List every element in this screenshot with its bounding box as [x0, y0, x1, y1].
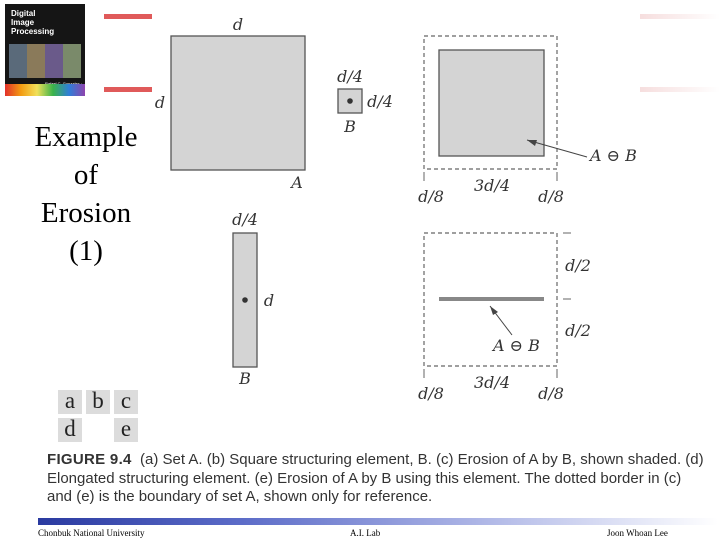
structuring-element-origin: [347, 98, 353, 104]
footer-author: Joon Whoan Lee: [607, 528, 668, 538]
c-bottom-mid-label: 3d/4: [474, 176, 510, 195]
panel-letter-grid: [58, 388, 140, 442]
panel-letter: a: [58, 390, 82, 414]
e-bottom-right-label: d/8: [538, 384, 564, 403]
set-a-top-label: d: [232, 15, 244, 34]
book-title: Digital Image Processing: [11, 9, 55, 36]
panel-letter: e: [114, 418, 138, 442]
d-top-label: d/4: [232, 210, 258, 229]
panel-letter: d: [58, 418, 82, 442]
e-bottom-left-label: d/8: [418, 384, 444, 403]
c-bottom-left-label: d/8: [418, 187, 444, 206]
footer-lab: A.I. Lab: [350, 528, 381, 538]
elongated-element-origin: [242, 297, 248, 303]
set-a-square: [171, 36, 305, 170]
b-name: B: [344, 117, 356, 136]
slide-title-line: (1): [69, 235, 103, 267]
footer-university: Chonbuk National University: [38, 528, 145, 538]
footer-bar: [38, 518, 718, 525]
slide-title-line: Example: [34, 121, 138, 153]
e-arrow-head: [490, 306, 498, 315]
e-right-upper-label: d/2: [565, 256, 591, 275]
slide-title-line: Erosion: [40, 197, 132, 229]
set-a-name: A: [291, 173, 303, 192]
c-result-label: A ⊖ B: [590, 146, 637, 165]
caption-label: FIGURE 9.4: [47, 451, 132, 468]
d-name: B: [239, 369, 251, 388]
panel-letter: c: [114, 390, 138, 414]
set-a-left-label: d: [154, 93, 166, 112]
b-right-label: d/4: [367, 92, 393, 111]
d-right-label: d: [263, 291, 275, 310]
c-bottom-right-label: d/8: [538, 187, 564, 206]
e-right-lower-label: d/2: [565, 321, 591, 340]
e-result-label: A ⊖ B: [493, 336, 540, 355]
figure-caption: [47, 451, 707, 507]
e-bottom-mid-label: 3d/4: [474, 373, 510, 392]
panel-letter: b: [86, 390, 110, 414]
b-top-label: d/4: [337, 67, 363, 86]
slide-title-line: of: [73, 159, 99, 191]
caption-text: (a) Set A. (b) Square structuring element, B. (c) Erosion of A by B, shown shaded. (d) Elongated structuring element. (e) Erosion of A by B using this element. The dotted border in (c) and (e) is the boundary of set A, shown only for reference.: [47, 451, 704, 505]
e-eroded-line: [439, 297, 544, 301]
